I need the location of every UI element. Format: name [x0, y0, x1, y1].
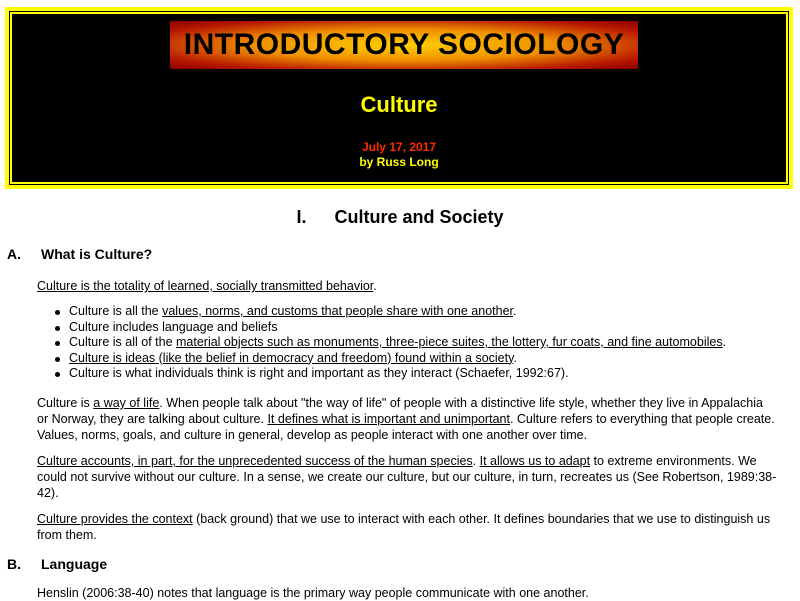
- para-text: .: [472, 454, 480, 468]
- para-text: to extreme environments. We could not survive without our culture. In a sense, we create our culture, but our culture, in turn, recreates us (See Robertson, 1989:38-42).: [37, 454, 777, 500]
- subsection-heading-a: [7, 246, 152, 262]
- para-text: Culture is: [37, 396, 94, 410]
- paragraph-human-success: [37, 453, 777, 501]
- bullet-text: Culture is all of the: [69, 335, 176, 349]
- page-date: July 17, 2017: [361, 140, 437, 154]
- bullet-underlined: Culture is ideas (like the belief in democracy and freedom) found within a society: [69, 350, 514, 365]
- para-underlined: It allows us to adapt: [479, 454, 591, 468]
- bullet-end: .: [513, 350, 517, 365]
- bullet-underlined: material objects such as monuments, three-piece suites, the lottery, fur coats, and fine automobiles: [176, 335, 723, 349]
- list-item: [53, 320, 726, 336]
- subsection-title: Language: [41, 556, 108, 572]
- page-subtitle: Culture: [360, 92, 438, 117]
- para-underlined: It defines what is important and unimportant: [267, 412, 510, 426]
- bullet-end: .: [722, 335, 727, 349]
- page-author: by Russ Long: [359, 155, 439, 169]
- culture-bullet-list: [53, 304, 726, 382]
- paragraph-way-of-life: [37, 395, 777, 443]
- para-text: (back ground) that we use to interact with each other. It defines boundaries that we use to distinguish us from them.: [37, 512, 771, 542]
- list-item: [53, 304, 726, 320]
- culture-definition: [37, 278, 777, 294]
- para-underlined: Culture provides the context: [37, 512, 193, 526]
- subsection-letter: B.: [7, 556, 21, 572]
- section-title: Culture and Society: [334, 207, 504, 227]
- paragraph-language: Henslin (2006:38-40) notes that language is the primary way people communicate with one another.: [37, 586, 589, 600]
- bullet-end: .: [513, 304, 517, 318]
- list-item: [53, 335, 726, 351]
- para-text: . When people talk about "the way of life" of people with a distinctive life style, whether they live in Appalachia or Norway, they are talking about culture.: [37, 396, 763, 426]
- course-title-box: [170, 21, 638, 69]
- subsection-letter: A.: [7, 246, 21, 262]
- para-underlined: a way of life: [93, 396, 160, 410]
- header-banner: [5, 7, 793, 189]
- subsection-heading-b: [7, 556, 107, 572]
- subsection-title: What is Culture?: [41, 246, 153, 262]
- bullet-text: Culture includes language and beliefs: [69, 319, 278, 334]
- section-number: I.: [296, 207, 307, 227]
- para-text: . Culture refers to everything that people create. Values, norms, goals, and culture in general, develop as people interact with one another over time.: [37, 412, 775, 442]
- list-item: [53, 366, 726, 382]
- bullet-text: Culture is all the: [69, 304, 163, 318]
- bullet-underlined: values, norms, and customs that people share with one another: [162, 304, 514, 318]
- course-title: INTRODUCTORY SOCIOLOGY: [183, 28, 625, 61]
- section-heading-1: [0, 207, 800, 228]
- list-item: [53, 351, 726, 367]
- definition-period: .: [373, 279, 377, 293]
- paragraph-context: [37, 511, 777, 543]
- definition-text: Culture is the totality of learned, socially transmitted behavior: [37, 279, 374, 293]
- bullet-text: Culture is what individuals think is right and important as they interact (Schaefer, 1992:67).: [69, 366, 569, 380]
- para-underlined: Culture accounts, in part, for the unprecedented success of the human species: [37, 454, 473, 468]
